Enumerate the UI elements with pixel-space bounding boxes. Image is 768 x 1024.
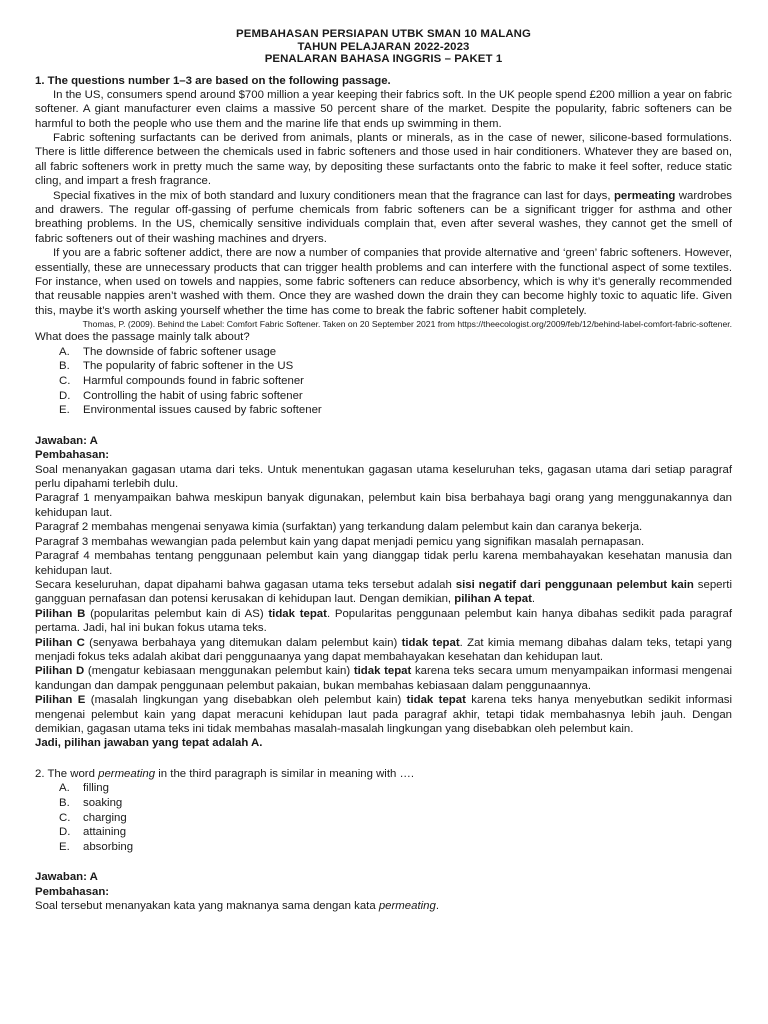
option-letter: E. [59,840,70,853]
option-text: filling [83,782,109,795]
text: karena teks hanya menyebutkan sedikit informasi mengenai pelembut kain yang dapat meracuni kehidupan laut pada paragraf akhir, tetapi tidak membahasnya lebih jauh. Dengan demikian, gagasan utama teks ini tidak membahas masalah-masalah lingkungan yang disebabkan oleh pelembut kain. [35,694,733,735]
bold-text: Pilihan C [35,636,85,649]
q2-pembahasan-label: Pembahasan: [35,885,110,898]
bold-text: pilihan A tepat [454,593,532,606]
option-text: soaking [83,796,123,809]
header-line-2: TAHUN PELAJARAN 2022-2023 [297,40,470,53]
option-text: Harmful compounds found in fabric softener [83,375,304,388]
text: (mengatur kebiasaan menggunakan pelembut kain) [84,665,354,678]
text: . Popularitas penggunaan pelembut kain hanya dibahas sedikit pada paragraf pertama. Jadi, hal ini bukan fokus utama teks. [35,607,732,635]
option-letter: D. [59,389,71,402]
text: Soal tersebut menanyakan kata yang maknanya sama dengan kata [35,900,379,913]
q1-option-c-explanation [35,636,732,665]
italic-text: permeating [378,900,436,913]
bold-text: Pilihan B [35,607,86,620]
document-page [35,28,732,914]
text: (popularitas pelembut kain di AS) [85,607,269,620]
question-1-stem: What does the passage mainly talk about? [35,331,250,344]
q2-answer: Jawaban: A [35,871,98,884]
option-letter: C. [59,375,71,388]
header-line-3: PENALARAN BAHASA INGGRIS – PAKET 1 [264,53,503,66]
p3-bold-word: permeating [613,189,676,202]
q1-option-d-explanation [35,664,732,693]
text: . [531,593,536,606]
option-text: Controlling the habit of using fabric softener [83,389,303,402]
bold-text: Pilihan E [35,694,86,707]
p3-text-before: Special fixatives in the mix of both standard and luxury conditioners mean that the fragrance can last for days, [53,189,614,202]
text: karena teks secara umum menyampaikan informasi mengenai kandungan dan dampak penggunaan pelembut pakaian, bukan membahas kebiasaan dalam penggunaannya. [35,665,732,692]
bold-text: tidak tepat [268,607,327,620]
q1-option-a [35,345,732,360]
q2-option-c [35,811,732,826]
question-2-stem [35,767,732,782]
q1-option-b-explanation [35,607,732,636]
bold-text: tidak tepat [353,665,412,678]
header-line-1: PEMBAHASAN PERSIAPAN UTBK SMAN 10 MALANG [236,28,531,40]
option-letter: A. [59,345,70,358]
q2-option-a [35,781,732,796]
text: (senyawa berbahaya yang ditemukan dalam pelembut kain) [84,636,402,649]
text: in the third paragraph is similar in meaning with …. [155,767,415,780]
passage-paragraph-4: If you are a fabric softener addict, there are now a number of companies that provide alternative and ‘green’ fabric softeners. However, essentially, these are unnecessary products that can trigger health problems and can interfere with the functional aspect of some textiles. For instance, when used on towels and nappies, some fabric softeners can reduce absorbency, which is why it’s generally recommended that reusable nappies aren’t washed with them. Once they are washed down the drain they can become highly toxic to aquatic life. Given this, maybe it’s worth asking yourself whether the time has come to break the fabric softener habit completely. [35,247,732,317]
q1-explanation-1: Soal menanyakan gagasan utama dari teks. Untuk menentukan gagasan utama keseluruhan teks, gagasan utama dari setiap paragraf perlu dipahami terlebih dulu. [35,463,732,491]
option-letter: C. [59,811,71,824]
q2-option-e [35,840,732,855]
q1-explanation-5: Paragraf 4 membahas tentang penggunaan pelembut kain yang dianggap tidak perlu karena membahayakan kesehatan manusia dan kehidupan laut. [35,550,732,577]
option-text: Environmental issues caused by fabric softener [83,404,322,417]
q1-explanation-6 [35,578,732,607]
passage-paragraph-1: In the US, consumers spend around $700 million a year keeping their fabrics soft. In the UK people spend £200 million a year on fabric softener. A giant manufacturer even claims a massive 50 percent share of the market. Despite the popularity, fabric softeners can be harmful to both the people who use them and the marine life that ends up swimming in them. [35,88,732,130]
q1-option-b [35,359,732,374]
option-letter: B. [59,360,70,373]
q1-pembahasan-label: Pembahasan: [35,449,110,462]
option-letter: B. [59,796,70,809]
option-text: The downside of fabric softener usage [83,345,277,358]
q1-conclusion: Jadi, pilihan jawaban yang tepat adalah A. [35,737,263,750]
question-2-options [35,781,732,854]
q1-explanation-3: Paragraf 2 membahas mengenai senyawa kimia (surfaktan) yang terkandung dalam pelembut kain dan caranya bekerja. [35,521,643,534]
option-letter: D. [59,826,71,839]
option-text: attaining [83,826,127,839]
passage-paragraph-2: Fabric softening surfactants can be derived from animals, plants or minerals, as in the case of newer, silicone-based formulations. There is little difference between the chemicals used in fabric softeners and those used in hair conditioners. Whatever they are based on, all fabric softeners work in pretty much the same way, by depositing these surfactants onto the fabric to make it feel softer, reduce static cling, and impart a fresh fragrance. [35,132,732,188]
passage-paragraph-3 [35,189,732,247]
text: Secara keseluruhan, dapat dipahami bahwa gagasan utama teks tersebut adalah [35,578,456,591]
q1-option-e-explanation [35,693,732,736]
p3-text-after: wardrobes and drawers. The regular off-gassing of perfume chemicals from fabric softeners can be a significant trigger for asthma and other breathing problems. In the US, chemically sensitive individuals complain that, even after several washes, they cannot get the smell of fabric softeners out of their washing machines and dryers. [35,189,732,245]
option-text: absorbing [83,840,134,853]
bold-text: tidak tepat [406,694,466,707]
option-text: charging [83,811,127,824]
passage-citation: Thomas, P. (2009). Behind the Label: Comfort Fabric Softener. Taken on 20 September 2021 from https://theecologist.org/2009/feb/12/behind-label-comfort-fabric-softener. [82,319,732,330]
option-text: The popularity of fabric softener in the US [83,360,294,373]
q2-option-d [35,825,732,840]
q1-explanation-4: Paragraf 3 membahas wewangian pada pelembut kain yang dapat menjadi pemicu yang signifikan masalah pernapasan. [35,535,645,548]
text: . [435,900,440,913]
text: 2. The word [35,767,99,780]
q2-option-b [35,796,732,811]
text: . Zat kimia memang dibahas dalam teks, tetapi yang menjadi fokus teks adalah akibat dari penggunaanya yang dapat membahayakan kesehatan dan kehidupan laut. [35,636,733,663]
bold-text: tidak tepat [401,636,460,649]
option-letter: A. [59,782,70,795]
text: seperti gangguan pernafasan dan potensi kerusakan di kehidupan laut. Dengan demikian, [35,578,732,606]
question-1-title: 1. The questions number 1–3 are based on the following passage. [35,74,391,87]
q2-explanation [35,899,732,913]
q1-option-c [35,374,732,389]
q1-answer: Jawaban: A [35,434,98,447]
q1-explanation-2: Paragraf 1 menyampaikan bahwa meskipun banyak digunakan, pelembut kain bisa berbahaya bagi orang yang menggunakannya dan kehidupan laut. [35,492,732,519]
bold-text: sisi negatif dari penggunaan pelembut kain [455,578,694,591]
q1-option-d [35,389,732,404]
question-1-options [35,345,732,418]
bold-text: Pilihan D [35,665,85,678]
q1-option-e [35,403,732,418]
option-letter: E. [59,404,70,417]
italic-text: permeating [98,767,156,780]
document-header [35,28,732,66]
text: (masalah lingkungan yang disebabkan oleh pelembut kain) [85,694,407,707]
